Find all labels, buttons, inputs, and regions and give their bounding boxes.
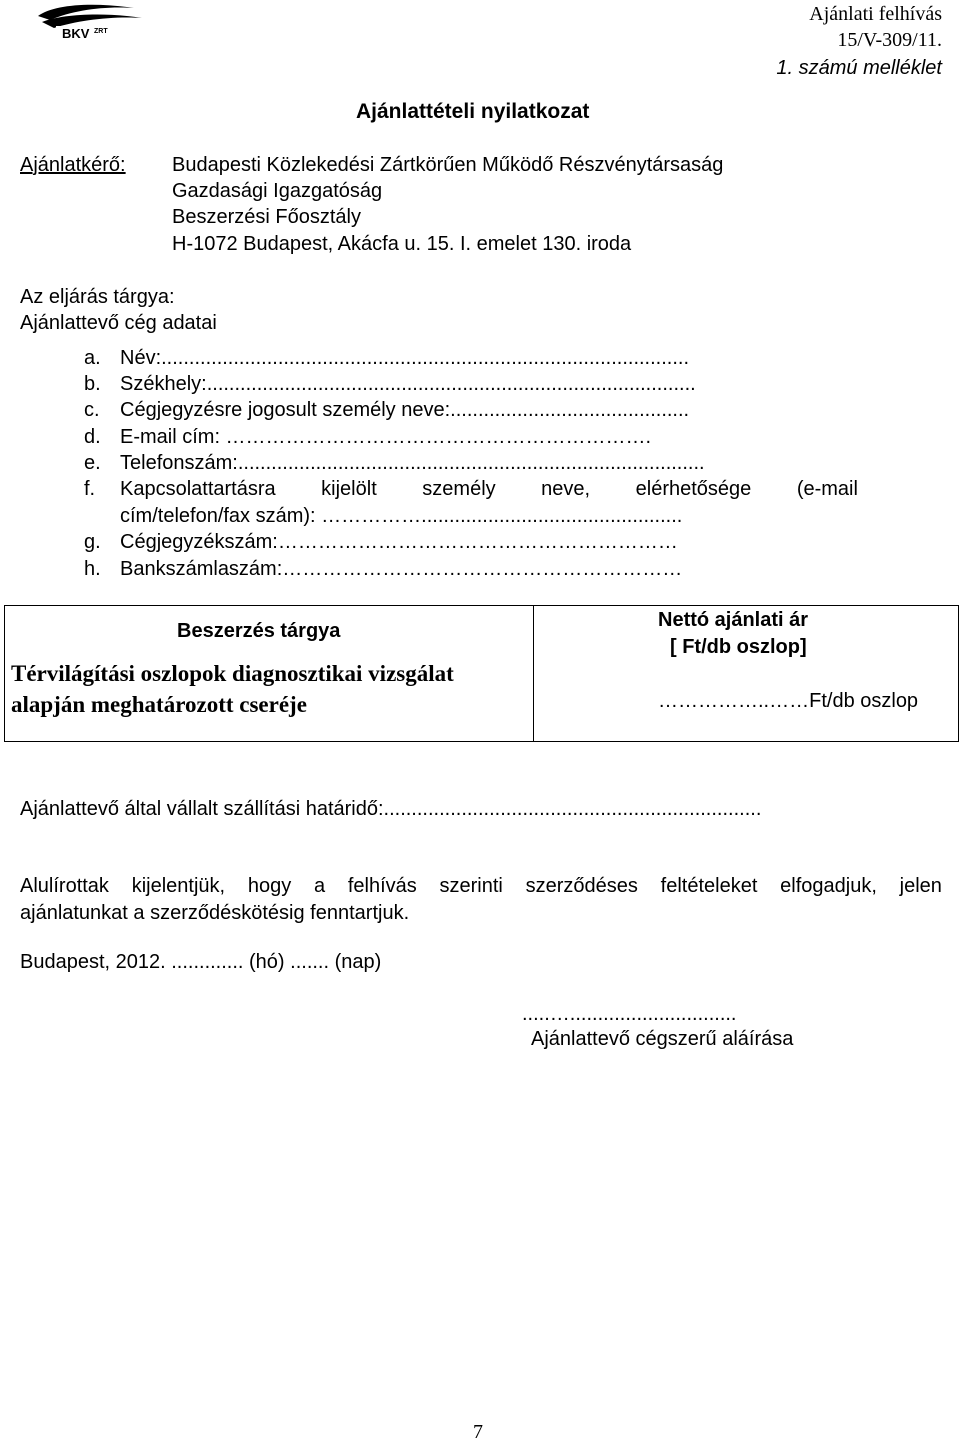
declaration-word: szerinti (439, 875, 503, 897)
svg-text:ZRT: ZRT (94, 28, 108, 35)
offer-table (4, 605, 959, 742)
price-cell (534, 606, 959, 742)
field-contact-word: Kapcsolattartásra (120, 478, 276, 500)
declaration-word: felhívás (347, 875, 417, 897)
field-signatory: Cégjegyzésre jogosult személy neve:........................................... (120, 399, 690, 421)
page-title: Ajánlattételi nyilatkozat (356, 100, 590, 123)
issuer-line: H-1072 Budapest, Akácfa u. 15. I. emelet 130. iroda (172, 233, 632, 255)
subject-cell (5, 606, 534, 742)
declaration-line (20, 875, 942, 898)
field-contact (120, 478, 858, 501)
signature-label: Ajánlattevő cégszerű aláírása (531, 1028, 794, 1050)
field-contact-word: (e-mail (796, 478, 858, 500)
declaration-word: elfogadjuk, (780, 875, 877, 897)
field-contact-word: neve, (541, 478, 591, 500)
field-name: Név:............................................................................................... (120, 347, 690, 369)
field-letter: f. (84, 478, 96, 500)
field-letter: c. (84, 399, 100, 421)
declaration-word: jelen (899, 875, 942, 897)
field-bank-account: Bankszámlaszám:…………………………………………………… (120, 558, 683, 580)
field-contact-continued: cím/telefon/fax szám): ……………............................................... (120, 505, 683, 527)
reference-line-1: Ajánlati felhívás (809, 3, 942, 25)
delivery-deadline: Ajánlattevő által vállalt szállítási határidő:.................................................................... (20, 798, 762, 820)
place-and-date: Budapest, 2012. ............. (hó) ....... (nap) (20, 951, 382, 973)
declaration-word: feltételeket (660, 875, 758, 897)
issuer-line: Gazdasági Igazgatóság (172, 180, 383, 202)
annex-label: 1. számú melléklet (776, 57, 942, 79)
subject-value-line: Térvilágítási oszlopok diagnosztikai vizsgálat (11, 661, 454, 686)
field-contact-word: személy (422, 478, 496, 500)
svg-text:BKV: BKV (62, 26, 90, 41)
declaration-word: szerződéses (525, 875, 638, 897)
issuer-label: Ajánlatkérő: (20, 154, 126, 176)
field-contact-word: kijelölt (321, 478, 377, 500)
field-registration-number: Cégjegyzékszám:…………………………………………………… (120, 531, 678, 553)
field-letter: e. (84, 452, 101, 474)
page-number: 7 (473, 1421, 483, 1443)
field-letter: h. (84, 558, 101, 580)
declaration-word: kijelentjük, (131, 875, 226, 897)
declaration-line-2: ajánlatunkat a szerződéskötésig fenntartjuk. (20, 902, 410, 924)
field-letter: g. (84, 531, 101, 553)
company-heading: Ajánlattevő cég adatai (20, 312, 217, 334)
signature-line: .....….............................. (522, 1003, 737, 1025)
field-letter: a. (84, 347, 101, 369)
price-value-field[interactable]: ……………..……Ft/db oszlop (658, 690, 919, 712)
price-header-line: Nettó ajánlati ár (658, 609, 809, 631)
field-phone: Telefonszám:.................................................................................... (120, 452, 705, 474)
field-email: E-mail cím: ………………………………………………………. (120, 426, 652, 448)
declaration-word: a (313, 875, 326, 897)
issuer-line: Budapesti Közlekedési Zártkörűen Működő Részvénytársaság (172, 154, 724, 176)
field-seat: Székhely:........................................................................................ (120, 373, 696, 395)
declaration-word: Alulírottak (20, 875, 109, 897)
field-letter: b. (84, 373, 101, 395)
price-header-line: [ Ft/db oszlop] (670, 636, 807, 658)
subject-header: Beszerzés tárgya (177, 620, 341, 642)
reference-line-2: 15/V-309/11. (837, 29, 942, 51)
field-contact-word: elérhetősége (635, 478, 752, 500)
subject-label: Az eljárás tárgya: (20, 286, 175, 308)
bkv-logo (34, 2, 146, 42)
declaration-word: hogy (247, 875, 292, 897)
subject-value-line: alapján meghatározott cseréje (11, 692, 307, 717)
issuer-line: Beszerzési Főosztály (172, 206, 361, 228)
field-letter: d. (84, 426, 101, 448)
